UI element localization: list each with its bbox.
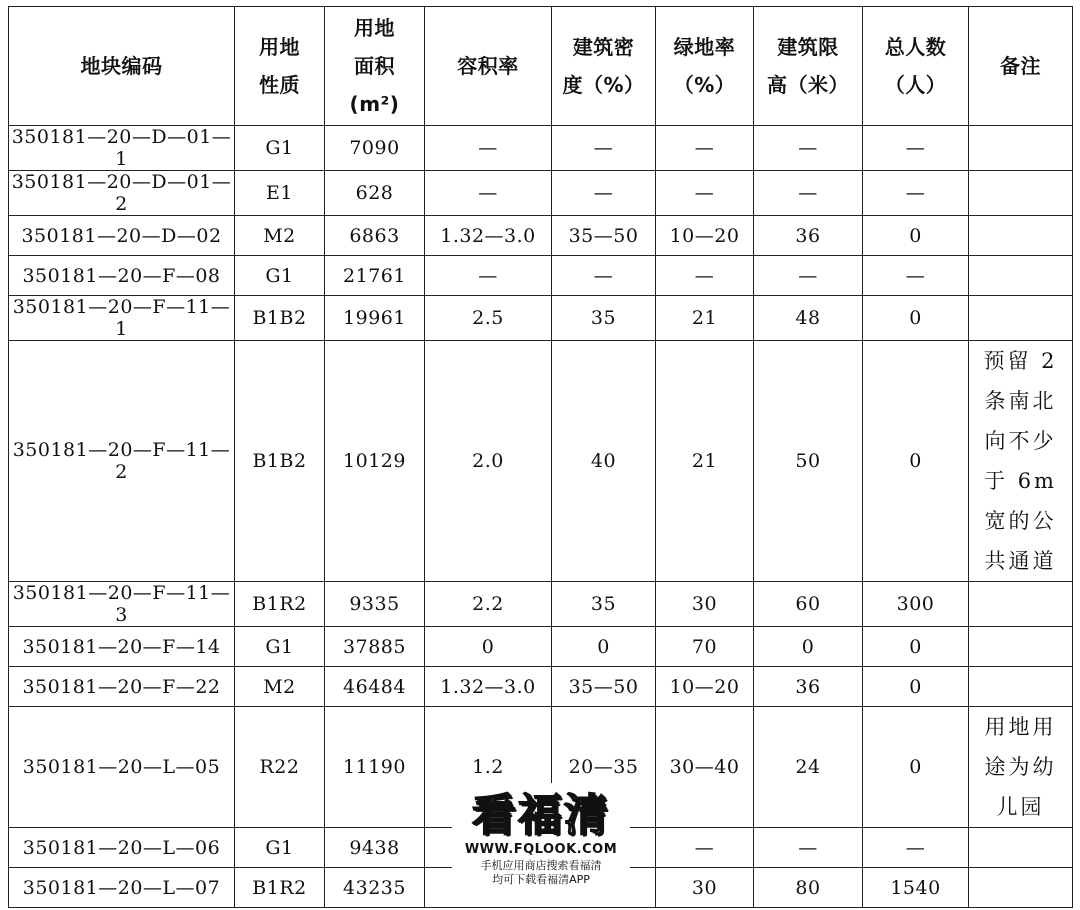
green-ratio-cell: 30 bbox=[656, 582, 754, 627]
far-cell: — bbox=[425, 126, 552, 171]
density-cell: — bbox=[552, 126, 656, 171]
parcel-code-cell: 350181—20—D—01—2 bbox=[9, 171, 235, 216]
header-building-density: 建筑密 度（%） bbox=[552, 7, 656, 126]
far-cell: 1.32—3.0 bbox=[425, 216, 552, 256]
table-row bbox=[9, 296, 1073, 341]
green-ratio-cell: 21 bbox=[656, 296, 754, 341]
remarks-cell bbox=[969, 216, 1073, 256]
header-land-area: 用地 面积 (m²) bbox=[325, 7, 425, 126]
density-cell: 35 bbox=[552, 296, 656, 341]
green-ratio-cell: 10—20 bbox=[656, 216, 754, 256]
parcel-code-cell: 350181—20—F—11—1 bbox=[9, 296, 235, 341]
remarks-line: 于 6m bbox=[984, 469, 1057, 493]
remarks-line: 儿园 bbox=[996, 795, 1045, 819]
density-cell: 35—50 bbox=[552, 216, 656, 256]
land-area-cell: 628 bbox=[325, 171, 425, 216]
parcel-code-cell: 350181—20—D—01—1 bbox=[9, 126, 235, 171]
far-cell: — bbox=[425, 256, 552, 296]
header-total-people: 总人数 （人） bbox=[863, 7, 969, 126]
height-limit-cell: 60 bbox=[754, 582, 863, 627]
height-limit-cell: 0 bbox=[754, 627, 863, 667]
land-area-cell: 21761 bbox=[325, 256, 425, 296]
remarks-line: 条南北 bbox=[984, 389, 1057, 413]
land-area-cell: 46484 bbox=[325, 667, 425, 707]
far-cell: 1.32—3.0 bbox=[425, 667, 552, 707]
people-cell: — bbox=[863, 828, 969, 868]
people-cell: 0 bbox=[863, 627, 969, 667]
density-cell: — bbox=[552, 256, 656, 296]
land-area-cell: 37885 bbox=[325, 627, 425, 667]
land-use-cell: M2 bbox=[235, 667, 325, 707]
table-row bbox=[9, 256, 1073, 296]
green-ratio-cell: — bbox=[656, 828, 754, 868]
remarks-cell bbox=[969, 126, 1073, 171]
watermark-logo-text: 看福清 bbox=[472, 790, 610, 841]
density-cell: 20—35 bbox=[552, 707, 656, 828]
people-cell: — bbox=[863, 126, 969, 171]
density-cell: 35—50 bbox=[552, 667, 656, 707]
density-cell: 40 bbox=[552, 341, 656, 582]
header-land-use: 用地 性质 bbox=[235, 7, 325, 126]
land-use-cell: B1R2 bbox=[235, 582, 325, 627]
far-cell: 2.5 bbox=[425, 296, 552, 341]
land-use-cell: B1R2 bbox=[235, 868, 325, 908]
people-cell: 0 bbox=[863, 216, 969, 256]
height-limit-cell: 80 bbox=[754, 868, 863, 908]
watermark-line-1: 手机应用商店搜索看福清 bbox=[480, 859, 602, 872]
land-area-cell: 9335 bbox=[325, 582, 425, 627]
height-limit-cell: 48 bbox=[754, 296, 863, 341]
watermark-line-2: 均可下载看福清APP bbox=[492, 873, 590, 886]
people-cell: 300 bbox=[863, 582, 969, 627]
land-use-cell: M2 bbox=[235, 216, 325, 256]
header-remarks: 备注 bbox=[969, 7, 1073, 126]
table-row bbox=[9, 627, 1073, 667]
people-cell: — bbox=[863, 171, 969, 216]
table-row bbox=[9, 667, 1073, 707]
density-cell: 0 bbox=[552, 627, 656, 667]
land-use-cell: B1B2 bbox=[235, 341, 325, 582]
land-use-cell: G1 bbox=[235, 126, 325, 171]
parcel-code-cell: 350181—20—D—02 bbox=[9, 216, 235, 256]
green-ratio-cell: 70 bbox=[656, 627, 754, 667]
land-use-cell: E1 bbox=[235, 171, 325, 216]
header-row bbox=[9, 7, 1073, 126]
remarks-line: 宽的公 bbox=[984, 509, 1057, 533]
land-area-cell: 11190 bbox=[325, 707, 425, 828]
far-cell: 2.2 bbox=[425, 582, 552, 627]
far-cell: 0 bbox=[425, 627, 552, 667]
parcel-code-cell: 350181—20—F—11—3 bbox=[9, 582, 235, 627]
density-cell: 35 bbox=[552, 582, 656, 627]
height-limit-cell: — bbox=[754, 171, 863, 216]
remarks-line: 预留 2 bbox=[983, 349, 1058, 373]
header-height-limit: 建筑限 高（米） bbox=[754, 7, 863, 126]
header-floor-area-ratio: 容积率 bbox=[425, 7, 552, 126]
land-use-cell: B1B2 bbox=[235, 296, 325, 341]
height-limit-cell: — bbox=[754, 126, 863, 171]
parcel-code-cell: 350181—20—L—06 bbox=[9, 828, 235, 868]
green-ratio-cell: — bbox=[656, 171, 754, 216]
height-limit-cell: 50 bbox=[754, 341, 863, 582]
density-cell: — bbox=[552, 171, 656, 216]
land-area-cell: 10129 bbox=[325, 341, 425, 582]
green-ratio-cell: 30—40 bbox=[656, 707, 754, 828]
height-limit-cell: 24 bbox=[754, 707, 863, 828]
header-parcel-code: 地块编码 bbox=[9, 7, 235, 126]
land-area-cell: 19961 bbox=[325, 296, 425, 341]
remarks-cell bbox=[969, 667, 1073, 707]
height-limit-cell: — bbox=[754, 828, 863, 868]
remarks-line: 途为幼 bbox=[984, 755, 1057, 779]
land-use-cell: G1 bbox=[235, 256, 325, 296]
remarks-cell bbox=[969, 256, 1073, 296]
remarks-cell bbox=[969, 582, 1073, 627]
land-use-cell: G1 bbox=[235, 627, 325, 667]
height-limit-cell: — bbox=[754, 256, 863, 296]
parcel-code-cell: 350181—20—L—05 bbox=[9, 707, 235, 828]
parcel-code-cell: 350181—20—F—14 bbox=[9, 627, 235, 667]
people-cell: 0 bbox=[863, 296, 969, 341]
people-cell: 0 bbox=[863, 341, 969, 582]
people-cell: 1540 bbox=[863, 868, 969, 908]
people-cell: — bbox=[863, 256, 969, 296]
far-cell: 2.0 bbox=[425, 341, 552, 582]
people-cell: 0 bbox=[863, 707, 969, 828]
green-ratio-cell: 10—20 bbox=[656, 667, 754, 707]
parcel-code-cell: 350181—20—F—22 bbox=[9, 667, 235, 707]
remarks-cell bbox=[969, 171, 1073, 216]
remarks-cell bbox=[969, 868, 1073, 908]
parcel-code-cell: 350181—20—L—07 bbox=[9, 868, 235, 908]
parcel-code-cell: 350181—20—F—08 bbox=[9, 256, 235, 296]
land-area-cell: 6863 bbox=[325, 216, 425, 256]
green-ratio-cell: 21 bbox=[656, 341, 754, 582]
remarks-cell bbox=[969, 828, 1073, 868]
land-area-cell: 43235 bbox=[325, 868, 425, 908]
remarks-line: 共通道 bbox=[984, 549, 1057, 573]
height-limit-cell: 36 bbox=[754, 216, 863, 256]
header-green-ratio: 绿地率 （%） bbox=[656, 7, 754, 126]
remarks-cell bbox=[969, 627, 1073, 667]
land-use-cell: G1 bbox=[235, 828, 325, 868]
remarks-cell bbox=[969, 341, 1073, 582]
table-row bbox=[9, 582, 1073, 627]
height-limit-cell: 36 bbox=[754, 667, 863, 707]
green-ratio-cell: 30 bbox=[656, 868, 754, 908]
remarks-cell bbox=[969, 296, 1073, 341]
table-row bbox=[9, 341, 1073, 582]
far-cell: 1.2 bbox=[425, 707, 552, 828]
remarks-cell bbox=[969, 707, 1073, 828]
table-row bbox=[9, 126, 1073, 171]
table-row bbox=[9, 216, 1073, 256]
watermark-url: WWW.FQLOOK.COM bbox=[464, 842, 618, 857]
watermark-logo bbox=[452, 783, 630, 907]
land-parcel-table bbox=[8, 6, 1073, 908]
green-ratio-cell: — bbox=[656, 126, 754, 171]
land-area-cell: 9438 bbox=[325, 828, 425, 868]
people-cell: 0 bbox=[863, 667, 969, 707]
table-row bbox=[9, 171, 1073, 216]
parcel-code-cell: 350181—20—F—11—2 bbox=[9, 341, 235, 582]
remarks-line: 向不少 bbox=[984, 429, 1057, 453]
land-use-cell: R22 bbox=[235, 707, 325, 828]
far-cell: — bbox=[425, 171, 552, 216]
land-area-cell: 7090 bbox=[325, 126, 425, 171]
green-ratio-cell: — bbox=[656, 256, 754, 296]
remarks-line: 用地用 bbox=[984, 715, 1057, 739]
